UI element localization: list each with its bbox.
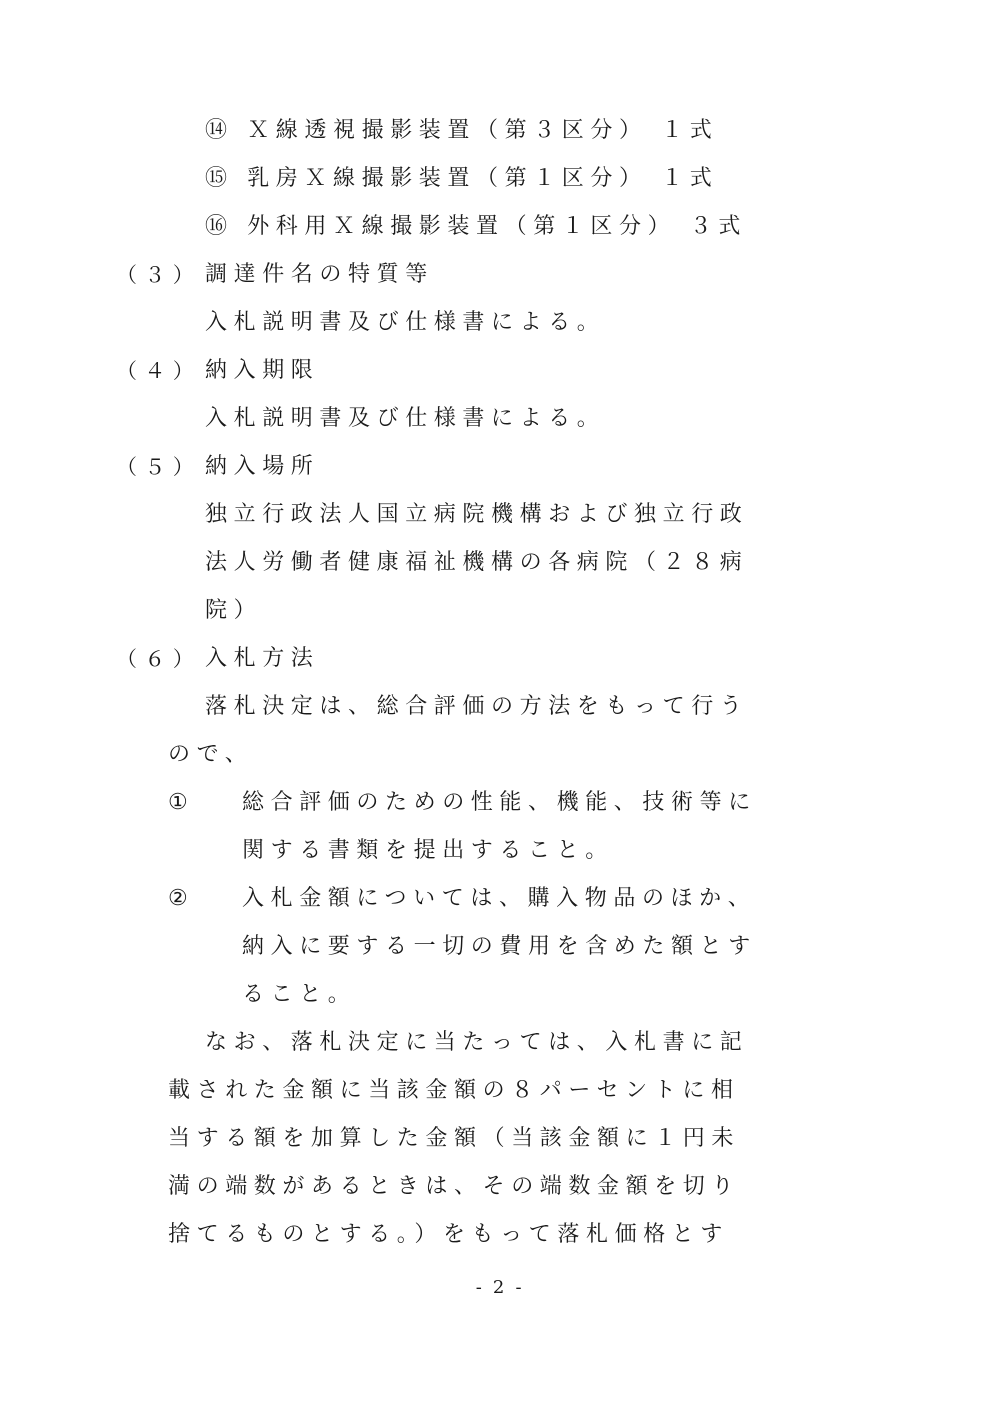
section-body: 入札説明書及び仕様書による。 [205,310,606,335]
item-marker: ① [168,790,188,815]
item-line: 入札金額については、購入物品のほか、 [242,886,757,911]
section-body: 入札説明書及び仕様書による。 [205,406,606,431]
item-line: ること。 [242,982,357,1007]
paragraph-line: 載された金額に当該金額の８パーセントに相 [168,1078,740,1103]
section-body-line: 落札決定は、総合評価の方法をもって行う [205,694,749,719]
paragraph-line: なお、落札決定に当たっては、入札書に記 [205,1030,749,1055]
section-number: （３） [116,263,202,287]
list-item: ⑮ 乳房Ｘ線撮影装置（第１区分） １式 [205,166,719,191]
paragraph-line: 満の端数があるときは、その端数金額を切り [168,1174,741,1199]
section-heading: 入札方法 [205,646,320,671]
section-number: （５） [116,455,202,479]
section-body-line: 独立行政法人国立病院機構および独立行政 [205,502,749,527]
item-line: 納入に要する一切の費用を含めた額とす [242,934,757,959]
section-body-line: ので、 [168,742,254,767]
paragraph-line: 捨てるものとする。）をもって落札価格とす [168,1222,730,1247]
section-heading: 納入場所 [205,454,320,479]
item-line: 関する書類を提出すること。 [242,838,614,863]
section-body-line: 法人労働者健康福祉機構の各病院（２８病 [205,550,749,575]
item-line: 総合評価のための性能、機能、技術等に [242,790,757,815]
section-heading: 調達件名の特質等 [205,262,434,287]
section-number: （４） [116,359,202,383]
section-body-line: 院） [205,598,263,623]
paragraph-line: 当する額を加算した金額（当該金額に１円未 [168,1126,741,1151]
list-item: ⑯ 外科用Ｘ線撮影装置（第１区分） ３式 [205,214,747,239]
section-number: （６） [116,647,202,671]
item-marker: ② [168,886,188,911]
page-number: - 2 - [475,1277,525,1298]
list-item: ⑭ Ｘ線透視撮影装置（第３区分） １式 [205,118,719,143]
section-heading: 納入期限 [205,358,320,383]
